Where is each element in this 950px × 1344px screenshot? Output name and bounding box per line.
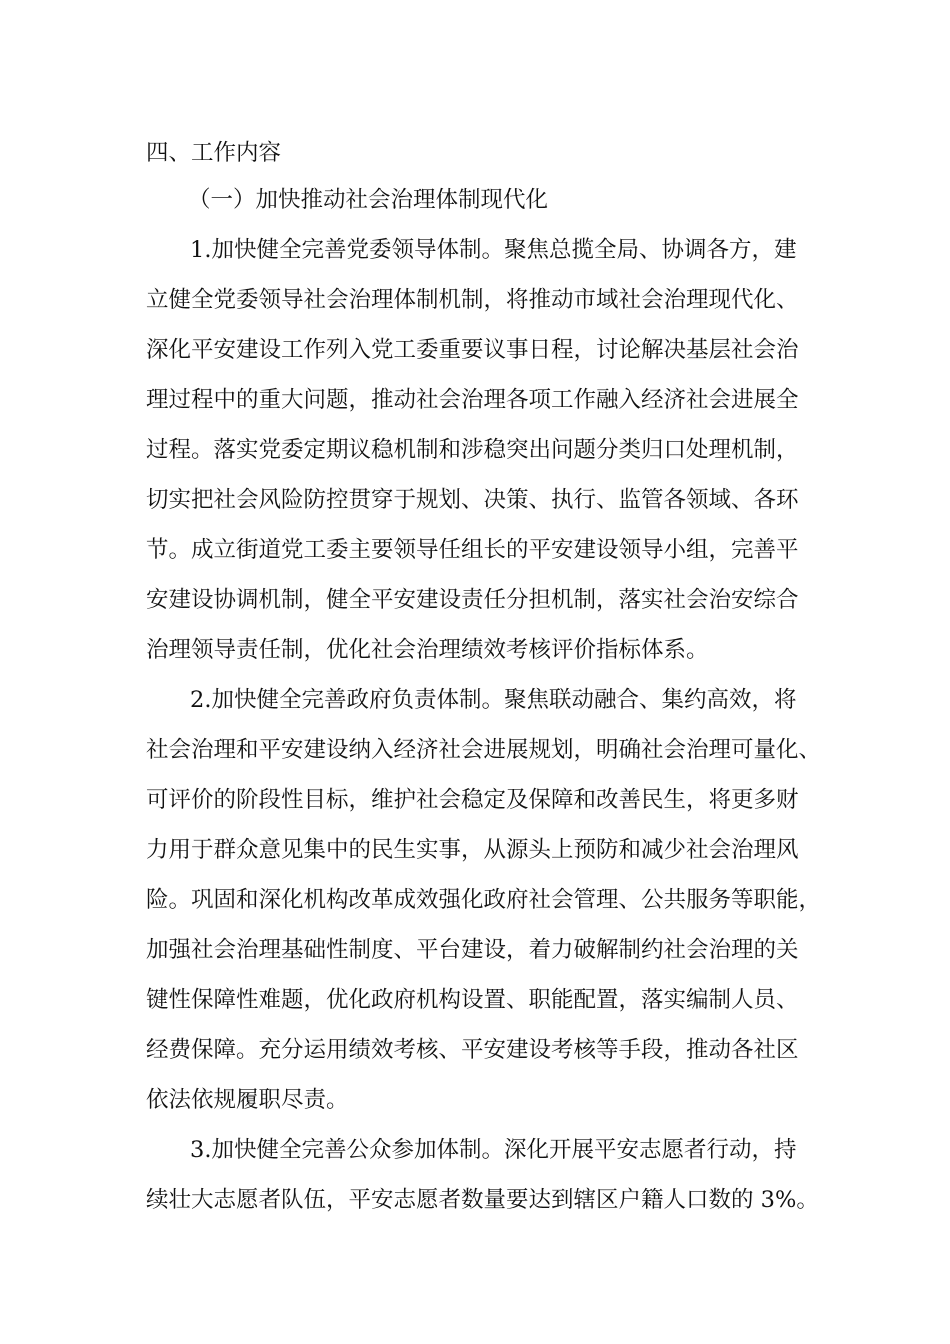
paragraph-line: 力用于群众意见集中的民生实事，从源头上预防和减少社会治理风 — [146, 837, 799, 863]
paragraph-line: 过程。落实党委定期议稳机制和涉稳突出问题分类归口处理机制， — [146, 437, 799, 463]
subsection-heading: （一）加快推动社会治理体制现代化 — [188, 187, 549, 213]
paragraph-line: 可评价的阶段性目标，维护社会稳定及保障和改善民生，将更多财 — [146, 787, 799, 813]
paragraph-line: 安建设协调机制，健全平安建设责任分担机制，落实社会治安综合 — [146, 587, 799, 613]
paragraph-line: 续壮大志愿者队伍，平安志愿者数量要达到辖区户籍人口数的 3%。 — [146, 1187, 819, 1213]
paragraph-line: 3.加快健全完善公众参加体制。深化开展平安志愿者行动，持 — [190, 1137, 797, 1163]
paragraph-line: 加强社会治理基础性制度、平台建设，着力破解制约社会治理的关 — [146, 937, 799, 963]
paragraph-line: 社会治理和平安建设纳入经济社会进展规划，明确社会治理可量化、 — [146, 737, 822, 763]
paragraph-line: 节。成立街道党工委主要领导任组长的平安建设领导小组，完善平 — [146, 537, 799, 563]
section-heading: 四、工作内容 — [146, 140, 282, 166]
paragraph-line: 切实把社会风险防控贯穿于规划、决策、执行、监管各领域、各环 — [146, 487, 799, 513]
paragraph-line: 深化平安建设工作列入党工委重要议事日程，讨论解决基层社会治 — [146, 337, 799, 363]
paragraph-line: 险。巩固和深化机构改革成效强化政府社会管理、公共服务等职能， — [146, 887, 822, 913]
paragraph-line: 经费保障。充分运用绩效考核、平安建设考核等手段，推动各社区 — [146, 1037, 799, 1063]
paragraph-line: 立健全党委领导社会治理体制机制，将推动市域社会治理现代化、 — [146, 287, 799, 313]
paragraph-line: 1.加快健全完善党委领导体制。聚焦总揽全局、协调各方，建 — [190, 237, 797, 263]
paragraph-line: 依法依规履职尽责。 — [146, 1087, 349, 1113]
paragraph-line: 键性保障性难题，优化政府机构设置、职能配置，落实编制人员、 — [146, 987, 799, 1013]
paragraph-line: 治理领导责任制，优化社会治理绩效考核评价指标体系。 — [146, 637, 709, 663]
paragraph-line: 2.加快健全完善政府负责体制。聚焦联动融合、集约高效，将 — [190, 687, 797, 713]
paragraph-line: 理过程中的重大问题，推动社会治理各项工作融入经济社会进展全 — [146, 387, 799, 413]
